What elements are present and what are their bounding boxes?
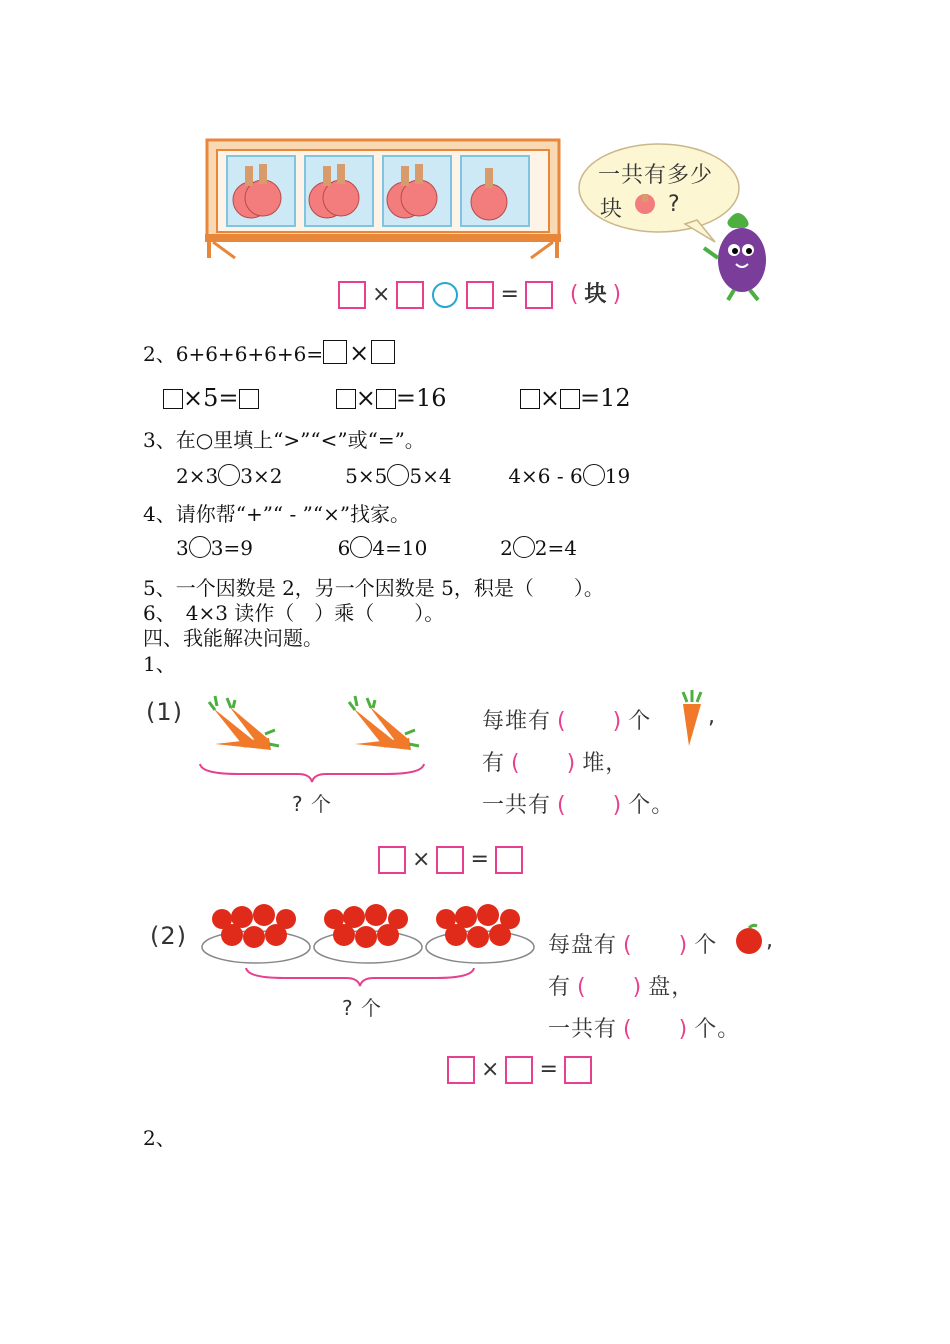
- equals-sign: =: [500, 282, 519, 307]
- answer-box[interactable]: [564, 1056, 592, 1084]
- apple-plate-1: [202, 904, 310, 963]
- prob2-line1: [548, 928, 717, 959]
- prob1-line1: [482, 704, 651, 735]
- q3-item-3-right: 19: [604, 464, 631, 488]
- prob1-comma: ,: [708, 704, 716, 729]
- answer-box[interactable]: [447, 1056, 475, 1084]
- q4-item-3-left: 2: [500, 536, 513, 560]
- q4-prompt: 4、请你帮“+”“ - ”“×”找家。: [143, 502, 411, 526]
- q2-label: 2、6+6+6+6+6=: [143, 342, 324, 366]
- paddle-icon: [632, 192, 658, 218]
- unit-label: 个: [694, 933, 718, 958]
- answer-box[interactable]: [336, 389, 356, 409]
- answer-box[interactable]: [436, 846, 464, 874]
- answer-box[interactable]: [338, 281, 366, 309]
- prob2-comma: ,: [766, 928, 774, 953]
- per-pile-label: 每堆有: [482, 709, 552, 734]
- prob2-label: (2): [150, 922, 187, 950]
- prob1-label: (1): [146, 698, 183, 726]
- q3-items: [176, 464, 630, 488]
- q5-text: 5、一个因数是 2，另一个因数是 5，积是（ ）。: [143, 576, 604, 600]
- carrot-pile-1: [205, 690, 280, 760]
- cabinet-figure: [205, 138, 565, 263]
- times-sign: ×: [412, 847, 431, 872]
- answer-box[interactable]: [466, 281, 494, 309]
- unit-open: (: [569, 282, 579, 307]
- equals-sign: =: [539, 1057, 558, 1082]
- prob1-line3: [482, 788, 674, 819]
- bubble-text-1: 一共有多少: [598, 163, 714, 188]
- q3-item-2-left: 5×5: [345, 464, 388, 488]
- operator-circle[interactable]: [189, 536, 211, 558]
- answer-box[interactable]: [371, 340, 395, 364]
- q3-item-3-left: 4×6 - 6: [508, 464, 583, 488]
- fig1-equation: [338, 277, 621, 309]
- answer-box[interactable]: [495, 846, 523, 874]
- unit-label: 个。: [628, 793, 675, 818]
- unit-label: 块: [584, 282, 607, 307]
- pile-unit: 堆，: [582, 751, 629, 776]
- prob2-brace-label: ? 个: [342, 996, 382, 1020]
- compare-circle[interactable]: [432, 282, 458, 308]
- answer-box[interactable]: [378, 846, 406, 874]
- equals-sign: =: [470, 847, 489, 872]
- times-sign: ×: [372, 282, 391, 307]
- have-label: 有: [548, 975, 572, 1000]
- q3-item-1-left: 2×3: [176, 464, 219, 488]
- q3-item-1-right: 3×2: [240, 464, 283, 488]
- per-plate-label: 每盘有: [548, 933, 618, 958]
- q2-sub-row: [163, 384, 631, 412]
- q2-sub-2-text: ×: [355, 384, 376, 412]
- q2-line: [143, 338, 395, 367]
- blank[interactable]: ( ): [623, 1017, 689, 1042]
- blank[interactable]: ( ): [557, 793, 623, 818]
- answer-box[interactable]: [560, 389, 580, 409]
- blank[interactable]: ( ): [623, 933, 689, 958]
- unit-label: 个。: [694, 1017, 741, 1042]
- carrot-icon: [675, 688, 709, 748]
- apple-plate-2: [314, 904, 422, 963]
- apple-plate-3: [426, 904, 534, 963]
- prob1-equation: [378, 846, 523, 874]
- unit-close: ): [612, 282, 622, 307]
- bubble-question: ?: [668, 192, 681, 217]
- answer-box[interactable]: [323, 340, 347, 364]
- answer-box[interactable]: [163, 389, 183, 409]
- q2-sub-2-result: =16: [395, 384, 447, 412]
- blank[interactable]: ( ): [511, 751, 577, 776]
- total-label: 一共有: [482, 793, 552, 818]
- answer-box[interactable]: [239, 389, 259, 409]
- q4-item-2-left: 6: [337, 536, 351, 560]
- compare-circle[interactable]: [583, 464, 605, 486]
- compare-circle[interactable]: [387, 464, 409, 486]
- have-label: 有: [482, 751, 506, 776]
- q2-sub-1-text: ×5=: [183, 384, 239, 412]
- prob1-brace-label: ? 个: [292, 792, 332, 816]
- prob2-line2: [548, 970, 694, 1001]
- q4-item-1-left: 3: [176, 536, 189, 560]
- paddle-box-4: [461, 156, 529, 226]
- apple-plates: [200, 895, 540, 967]
- prob2-equation: [447, 1056, 592, 1084]
- q2-sub-3-text: ×: [539, 384, 560, 412]
- paddle-box-2: [305, 156, 373, 226]
- prob1-line2: [482, 746, 628, 777]
- unit-label: 个: [628, 709, 652, 734]
- section4-title: 四、我能解决问题。: [143, 626, 323, 650]
- paddle-box-1: [227, 156, 295, 226]
- blank[interactable]: ( ): [577, 975, 643, 1000]
- plate-unit: 盘，: [648, 975, 695, 1000]
- times-sign: ×: [481, 1057, 500, 1082]
- bubble-text-2: 块: [600, 197, 624, 222]
- operator-circle[interactable]: [513, 536, 535, 558]
- q4-item-1-right: 3=9: [210, 536, 253, 560]
- answer-box[interactable]: [396, 281, 424, 309]
- answer-box[interactable]: [525, 281, 553, 309]
- total-label: 一共有: [548, 1017, 618, 1042]
- apple-icon: [732, 922, 766, 956]
- q4-item-2-right: 4=10: [372, 536, 428, 560]
- eggplant-mascot: [700, 208, 780, 304]
- q4-item-3-right: 2=4: [534, 536, 578, 560]
- q2-sub-3-result: =12: [579, 384, 631, 412]
- paddle-box-3: [383, 156, 451, 226]
- q4-items: [176, 536, 577, 560]
- section4-item2: 2、: [143, 1126, 176, 1150]
- answer-box[interactable]: [505, 1056, 533, 1084]
- answer-box[interactable]: [376, 389, 396, 409]
- answer-box[interactable]: [520, 389, 540, 409]
- prob2-line3: [548, 1012, 740, 1043]
- carrot-pile-2: [345, 690, 420, 760]
- operator-circle[interactable]: [350, 536, 372, 558]
- prob1-brace: [198, 762, 426, 784]
- q6-text: 6、 4×3 读作（ ）乘（ ）。: [143, 601, 445, 625]
- q3-item-2-right: 5×4: [409, 464, 452, 488]
- section4-item1: 1、: [143, 652, 176, 676]
- compare-circle[interactable]: [218, 464, 240, 486]
- prob2-brace: [244, 966, 476, 988]
- q3-prompt: 3、在○里填上“>”“<”或“=”。: [143, 428, 425, 452]
- times-sign: ×: [349, 339, 370, 367]
- blank[interactable]: ( ): [557, 709, 623, 734]
